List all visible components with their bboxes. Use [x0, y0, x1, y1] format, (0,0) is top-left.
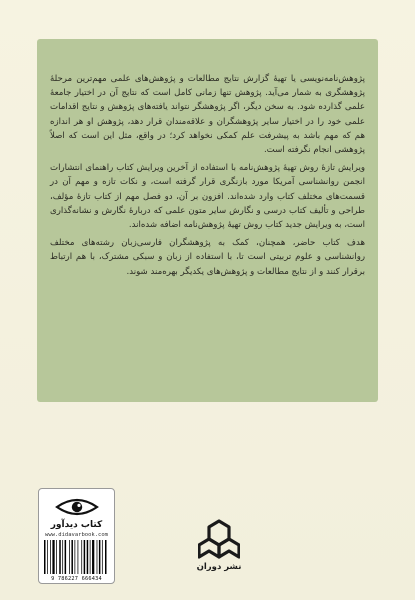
publisher-logo-icon [198, 518, 240, 562]
blurb-paragraph-2: ویرایش تازهٔ روش تهیهٔ پژوهش‌نامه با استفاده از آخرین ویرایش کتاب راهنمای انتشارات انجمن روانشناسی آمریکا مورد بازنگری قرار گرفته است، و نکات تازه و مهم آن در قسمت‌های مختلف کتاب وارد شده‌اند. افزون بر آن، دو فصل مهم از کتاب تازهٔ مؤلف، طراحی و تألیف کتاب درسی و نگارش سایر متون علمی که دربارهٔ نگارش و نشانه‌گذاری است، به ویرایش جدید کتاب روش تهیهٔ پژوهش‌نامه اضافه شده‌اند. [50, 163, 365, 231]
blurb-paragraph-1: پژوهش‌نامه‌نویسی یا تهیهٔ گزارش نتایج مطالعات و پژوهش‌های علمی مهم‌ترین مرحلهٔ پژوهشگری به شمار می‌آید. پژوهش تنها زمانی کامل است که نتایج آن در اختیار جامعهٔ علمی گذارده شود. به سخن دیگر، اگر پژوهشگر نتواند یافته‌های پژوهش و نتایج اقدامات علمی خود را در اختیار سایر پژوهشگران و علاقه‌مندان قرار دهد، پژوهش او هر اندازه هم که مهم باشد به پیشرفت علم کمکی نخواهد کرد؛ در واقع، مثل این است که اصلاً پژوهشی انجام نگرفته است. [50, 74, 365, 156]
store-website: www.didavarbook.com [45, 532, 108, 538]
publisher-name: نشر دوران [196, 562, 242, 572]
store-badge [38, 488, 115, 584]
barcode [43, 540, 109, 574]
eye-icon [55, 497, 99, 517]
store-brand-name: کتاب دیدآور [50, 520, 103, 530]
blurb-paragraph-3: هدف کتاب حاضر، همچنان، کمک به پژوهشگران فارسی‌زبان رشته‌های مختلف روانشناسی و علوم تربیتی است تا، با استفاده از زبان و سبکی مشترک، با هم ارتباط برقرار کنند و از نتایج مطالعات و پژوهش‌های یکدیگر بهره‌مند شوند. [50, 238, 365, 277]
blurb-text [50, 72, 365, 283]
barcode-number: 9 786227 666434 [51, 576, 102, 582]
